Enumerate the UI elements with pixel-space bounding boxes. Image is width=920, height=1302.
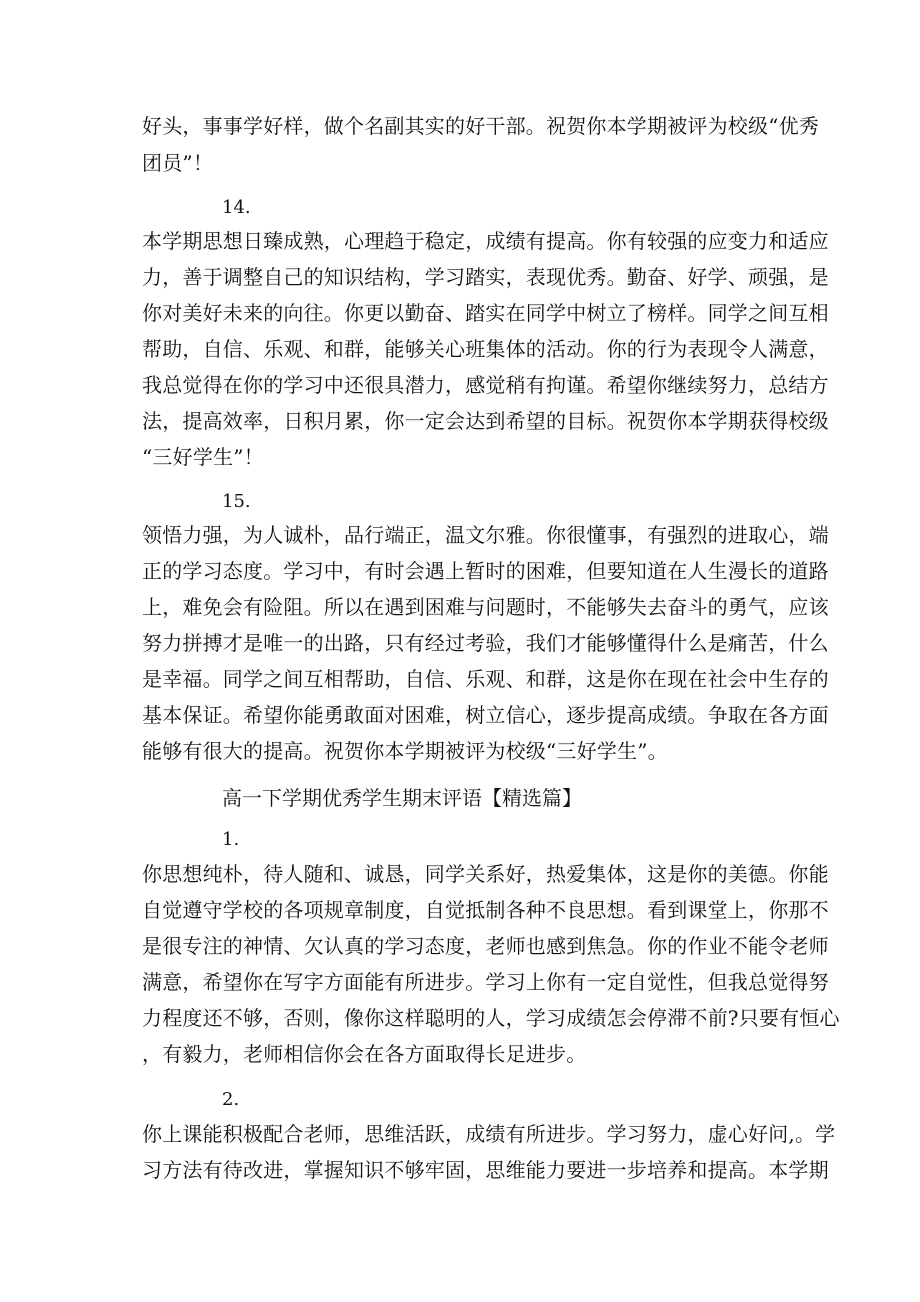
entry-15-line-7: 能够有很大的提高。祝贺你本学期被评为校级“三好学生”。 — [142, 739, 668, 763]
entry-1-line-4: 满意，希望你在写字方面能有所进步。学习上你有一定自觉性，但我总觉得努 — [142, 970, 829, 994]
entry-14-number: 14. — [222, 197, 251, 218]
entry-14-line-5: 我总觉得在你的学习中还很具潜力，感觉稍有拘谨。希望你继续努力，总结方 — [142, 373, 829, 397]
intro-line-2: 团员”！ — [142, 151, 214, 175]
entry-1-line-2: 自觉遵守学校的各项规章制度，自觉抵制各种不良思想。看到课堂上，你那不 — [142, 898, 829, 922]
section-heading: 高一下学期优秀学生期末评语【精选篇】 — [222, 786, 582, 810]
entry-1-line-6: ，有毅力，老师相信你会在各方面取得长足进步。 — [142, 1042, 587, 1066]
entry-2-line-1: 你上课能积极配合老师，思维活跃，成绩有所进步。学习努力，虚心好问,。学 — [142, 1122, 836, 1146]
entry-14-line-7: “三好学生”！ — [142, 445, 264, 469]
entry-15-line-5: 是幸福。同学之间互相帮助，自信、乐观、和群，这是你在现在社会中生存的 — [142, 667, 829, 691]
entry-14-line-2: 力，善于调整自己的知识结构，学习踏实，表现优秀。勤奋、好学、顽强，是 — [142, 265, 829, 289]
entry-1-line-1: 你思想纯朴，待人随和、诚恳，同学关系好，热爱集体，这是你的美德。你能 — [142, 862, 829, 886]
entry-2-number: 2. — [222, 1089, 240, 1110]
entry-15-line-2: 正的学习态度。学习中，有时会遇上暂时的困难，但要知道在人生漫长的道路 — [142, 559, 829, 583]
entry-14-line-6: 法，提高效率，日积月累，你一定会达到希望的目标。祝贺你本学期获得校级 — [142, 409, 829, 433]
entry-15-line-1: 领悟力强，为人诚朴，品行端正，温文尔雅。你很懂事，有强烈的进取心，端 — [142, 523, 829, 547]
entry-14-line-3: 你对美好未来的向往。你更以勤奋、踏实在同学中树立了榜样。同学之间互相 — [142, 301, 829, 325]
entry-15-number: 15. — [222, 491, 251, 512]
entry-15-line-3: 上，难免会有险阻。所以在遇到困难与问题时，不能够失去奋斗的勇气，应该 — [142, 595, 829, 619]
entry-15-line-4: 努力拼搏才是唯一的出路，只有经过考验，我们才能够懂得什么是痛苦，什么 — [142, 631, 829, 655]
entry-15-line-6: 基本保证。希望你能勇敢面对困难，树立信心，逐步提高成绩。争取在各方面 — [142, 703, 829, 727]
entry-1-line-5: 力程度还不够，否则，像你这样聪明的人，学习成绩怎会停滞不前?只要有恒心 — [142, 1006, 840, 1030]
entry-1-line-3: 是很专注的神情、欠认真的学习态度，老师也感到焦急。你的作业不能令老师 — [142, 934, 829, 958]
entry-2-line-2: 习方法有待改进，掌握知识不够牢固，思维能力要进一步培养和提高。本学期 — [142, 1158, 829, 1182]
intro-line-1: 好头，事事学好样，做个名副其实的好干部。祝贺你本学期被评为校级“优秀 — [142, 114, 820, 138]
entry-14-line-1: 本学期思想日臻成熟，心理趋于稳定，成绩有提高。你有较强的应变力和适应 — [142, 229, 829, 253]
entry-14-line-4: 帮助，自信、乐观、和群，能够关心班集体的活动。你的行为表现令人满意， — [142, 337, 829, 361]
entry-1-number: 1. — [222, 829, 240, 850]
